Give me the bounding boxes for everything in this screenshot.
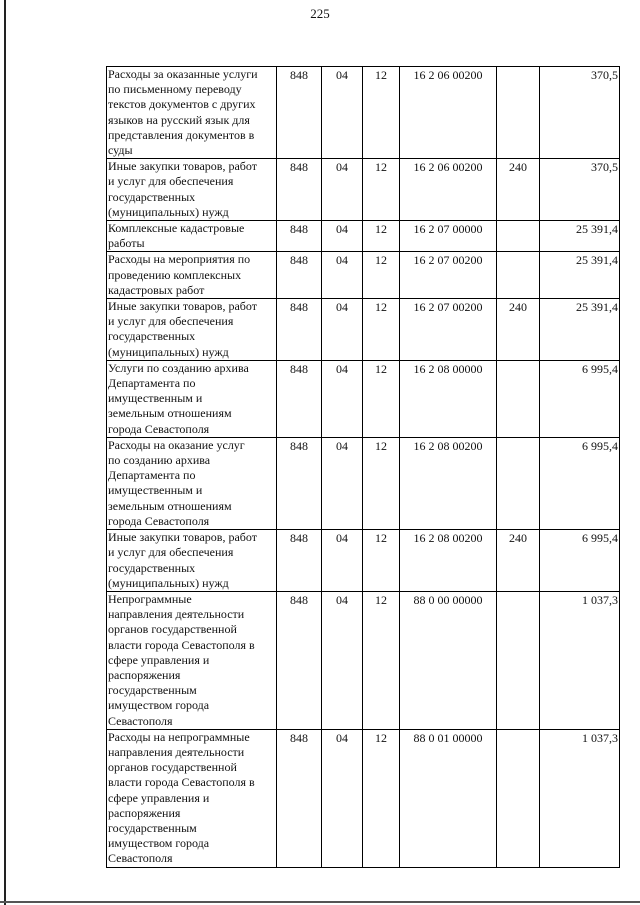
expense-name-line: земельным отношениям [108,498,232,513]
section-code-cell-value: 04 [336,160,348,175]
expense-name-line: представления документов в [108,127,255,142]
admin-code-cell-value: 848 [290,222,308,237]
target-article-cell [400,299,497,361]
expense-type-cell [497,729,540,867]
table-row [107,221,620,252]
amount-cell-value: 25 391,4 [576,253,618,268]
section-code-cell-value: 04 [336,531,348,546]
expense-type-cell-value [498,67,538,68]
section-code-cell [322,437,363,529]
subsection-code-cell-value: 12 [375,160,387,175]
target-article-cell-value: 16 2 08 00200 [413,531,483,546]
target-article-cell [400,360,497,437]
expense-type-cell-value: 240 [509,160,527,175]
expense-type-cell [497,437,540,529]
amount-cell [540,360,620,437]
admin-code-cell-value: 848 [290,160,308,175]
expense-name-line: государственных [108,329,196,344]
expense-name-line: (муниципальных) нужд [108,204,229,219]
expense-name-line: сфере управления и [108,790,210,805]
section-code-cell-value: 04 [336,222,348,237]
target-article-cell-value: 16 2 07 00000 [413,222,483,237]
expense-name-line: государственных [108,560,196,575]
subsection-code-cell [363,360,400,437]
expense-name-line: имуществом города [108,698,210,713]
expense-name-line: Севастополя [108,713,173,728]
admin-code-cell [277,729,322,867]
amount-cell [540,221,620,252]
budget-table-body [107,67,620,868]
table-row [107,530,620,592]
expense-name-line: суды [108,143,133,158]
expense-name-cell [107,159,277,221]
expense-type-cell-value [498,730,538,731]
expense-name-line: и услуг для обеспечения [108,314,234,329]
expense-name-line: Непрограммные [108,591,192,606]
expense-name-line: распоряжения [108,805,181,820]
admin-code-cell-value: 848 [290,300,308,315]
amount-cell-value: 25 391,4 [576,222,618,237]
expense-type-cell-value [498,438,538,439]
expense-name-cell [107,299,277,361]
expense-type-cell [497,360,540,437]
expense-name-line: земельным отношениям [108,406,232,421]
expense-name-cell [107,252,277,299]
expense-type-cell [497,67,540,159]
table-row [107,437,620,529]
section-code-cell-value: 04 [336,300,348,315]
target-article-cell-value: 16 2 06 00200 [413,68,483,82]
page-left-edge-rule [4,0,6,905]
section-code-cell-value: 04 [336,438,348,453]
admin-code-cell-value: 848 [290,730,308,745]
expense-name-line: государственным [108,820,197,835]
expense-name-line: государственных [108,189,196,204]
expense-name-line: власти города Севастополя в [108,775,255,790]
expense-name-line: (муниципальных) нужд [108,575,229,590]
amount-cell-value: 1 037,3 [582,592,618,607]
table-row [107,591,620,729]
subsection-code-cell-value: 12 [375,438,387,453]
amount-cell-value: 25 391,4 [576,300,618,315]
target-article-cell-value: 16 2 08 00000 [413,361,483,376]
expense-name-line: направления деятельности [108,607,245,622]
section-code-cell [322,67,363,159]
amount-cell [540,530,620,592]
expense-name-line: Севастополя [108,851,173,866]
subsection-code-cell [363,221,400,252]
expense-name-line: проведению комплексных [108,267,242,282]
expense-type-cell [497,221,540,252]
table-row [107,729,620,867]
admin-code-cell [277,67,322,159]
amount-cell-value: 370,5 [591,160,618,175]
expense-name-line: Иные закупки товаров, работ [108,159,257,174]
section-code-cell [322,221,363,252]
expense-name-line: Расходы за оказанные услуги [108,67,258,81]
admin-code-cell-value: 848 [290,253,308,268]
section-code-cell [322,591,363,729]
page-number: 225 [310,6,330,21]
table-row [107,159,620,221]
target-article-cell [400,591,497,729]
expense-name-line: по письменному переводу [108,82,242,97]
target-article-cell [400,159,497,221]
target-article-cell-value: 16 2 07 00200 [413,253,483,268]
expense-type-cell [497,159,540,221]
table-row [107,299,620,361]
expense-type-cell [497,591,540,729]
expense-name-cell [107,530,277,592]
admin-code-cell [277,437,322,529]
target-article-cell-value: 88 0 00 00000 [413,592,483,607]
section-code-cell [322,299,363,361]
subsection-code-cell-value: 12 [375,592,387,607]
subsection-code-cell [363,159,400,221]
expense-type-cell-value: 240 [509,531,527,546]
expense-name-line: направления деятельности [108,744,245,759]
section-code-cell [322,252,363,299]
section-code-cell [322,360,363,437]
section-code-cell-value: 04 [336,68,348,82]
table-row [107,360,620,437]
expense-type-cell [497,530,540,592]
subsection-code-cell-value: 12 [375,300,387,315]
amount-cell [540,437,620,529]
section-code-cell [322,159,363,221]
subsection-code-cell-value: 12 [375,68,387,82]
table-row [107,67,620,159]
admin-code-cell [277,299,322,361]
expense-name-line: имуществом города [108,836,210,851]
expense-name-line: Расходы на мероприятия по [108,252,251,267]
expense-name-line: и услуг для обеспечения [108,545,234,560]
expense-name-line: Услуги по созданию архива [108,360,249,375]
admin-code-cell [277,530,322,592]
section-code-cell [322,530,363,592]
section-code-cell [322,729,363,867]
expense-name-cell [107,67,277,159]
subsection-code-cell [363,591,400,729]
admin-code-cell-value: 848 [290,592,308,607]
subsection-code-cell [363,729,400,867]
subsection-code-cell-value: 12 [375,730,387,745]
expense-name-line: Иные закупки товаров, работ [108,530,257,545]
expense-name-line: Расходы на оказание услуг [108,437,245,452]
amount-cell [540,729,620,867]
amount-cell-value: 6 995,4 [582,438,618,453]
section-code-cell-value: 04 [336,361,348,376]
expense-name-line: (муниципальных) нужд [108,344,229,359]
admin-code-cell [277,360,322,437]
amount-cell-value: 6 995,4 [582,531,618,546]
target-article-cell-value: 88 0 01 00000 [413,730,483,745]
subsection-code-cell [363,299,400,361]
target-article-cell [400,221,497,252]
expense-type-cell-value [498,252,538,253]
expense-name-cell [107,360,277,437]
subsection-code-cell [363,530,400,592]
admin-code-cell [277,591,322,729]
admin-code-cell-value: 848 [290,361,308,376]
table-row [107,252,620,299]
amount-cell-value: 1 037,3 [582,730,618,745]
expense-name-line: работы [108,236,145,251]
expense-name-line: распоряжения [108,667,181,682]
expense-name-line: Расходы на непрограммные [108,729,250,744]
expense-name-line: власти города Севастополя в [108,637,255,652]
target-article-cell [400,252,497,299]
expense-name-cell [107,591,277,729]
amount-cell [540,591,620,729]
expense-name-line: и услуг для обеспечения [108,174,234,189]
amount-cell-value: 370,5 [591,68,618,82]
admin-code-cell [277,252,322,299]
expense-name-line: текстов документов с других [108,97,256,112]
target-article-cell [400,729,497,867]
expense-type-cell-value [498,592,538,593]
budget-table [106,66,620,868]
expense-name-line: Иные закупки товаров, работ [108,299,257,314]
target-article-cell-value: 16 2 08 00200 [413,438,483,453]
expense-name-line: имущественным и [108,391,203,406]
target-article-cell [400,67,497,159]
subsection-code-cell-value: 12 [375,222,387,237]
section-code-cell-value: 04 [336,730,348,745]
expense-name-cell [107,437,277,529]
amount-cell [540,67,620,159]
subsection-code-cell [363,437,400,529]
expense-name-line: кадастровых работ [108,282,205,297]
target-article-cell-value: 16 2 07 00200 [413,300,483,315]
subsection-code-cell [363,67,400,159]
admin-code-cell [277,159,322,221]
subsection-code-cell-value: 12 [375,361,387,376]
expense-name-line: по созданию архива [108,453,211,468]
expense-name-cell [107,221,277,252]
expense-name-line: Департамента по [108,468,196,483]
amount-cell [540,159,620,221]
expense-name-line: государственным [108,683,197,698]
expense-name-line: города Севастополя [108,513,210,528]
expense-name-line: города Севастополя [108,421,210,436]
expense-name-line: органов государственной [108,622,237,637]
expense-type-cell-value [498,221,538,222]
target-article-cell-value: 16 2 06 00200 [413,160,483,175]
expense-name-line: имущественным и [108,483,203,498]
admin-code-cell-value: 848 [290,531,308,546]
page-bottom-edge-rule [0,901,640,903]
expense-name-line: языков на русский язык для [108,112,250,127]
section-code-cell-value: 04 [336,592,348,607]
expense-name-line: Департамента по [108,376,196,391]
expense-type-cell [497,299,540,361]
target-article-cell [400,437,497,529]
target-article-cell [400,530,497,592]
expense-name-line: Комплексные кадастровые [108,221,245,236]
expense-type-cell-value: 240 [509,300,527,315]
expense-name-line: сфере управления и [108,652,210,667]
expense-name-line: органов государственной [108,760,237,775]
subsection-code-cell-value: 12 [375,253,387,268]
expense-type-cell-value [498,361,538,362]
amount-cell [540,299,620,361]
subsection-code-cell [363,252,400,299]
admin-code-cell-value: 848 [290,438,308,453]
amount-cell [540,252,620,299]
admin-code-cell [277,221,322,252]
admin-code-cell-value: 848 [290,68,308,82]
expense-name-cell [107,729,277,867]
section-code-cell-value: 04 [336,253,348,268]
subsection-code-cell-value: 12 [375,531,387,546]
amount-cell-value: 6 995,4 [582,361,618,376]
expense-type-cell [497,252,540,299]
